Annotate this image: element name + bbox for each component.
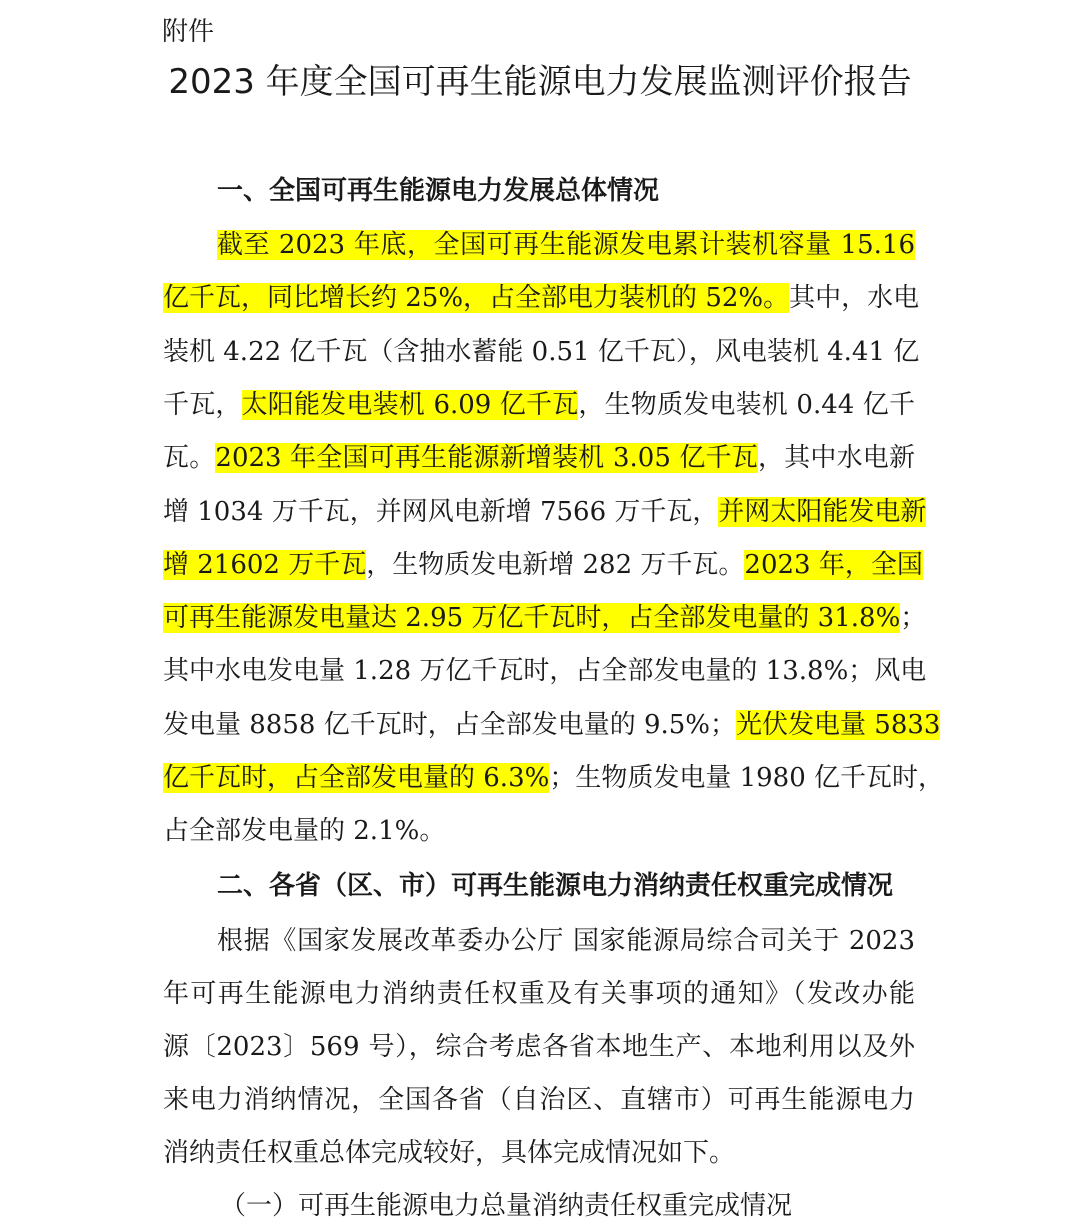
text-segment: ； bbox=[900, 603, 927, 633]
highlighted-text: 增 21602 万千瓦 bbox=[163, 550, 367, 580]
paragraph-line: 根据《国家发展改革委办公厅 国家能源局综合司关于 2023 bbox=[217, 926, 915, 956]
paragraph-line bbox=[163, 595, 927, 641]
highlighted-text: 并网太阳能发电新 bbox=[718, 497, 927, 527]
attachment-label: 附件 bbox=[162, 17, 215, 47]
paragraph-line bbox=[163, 542, 923, 588]
paragraph-line bbox=[163, 329, 920, 375]
document-title: 2023 年度全国可再生能源电力发展监测评价报告 bbox=[168, 62, 912, 102]
text-segment: 瓦。 bbox=[163, 443, 216, 473]
text-segment: 占全部发电量的 2.1%。 bbox=[163, 816, 446, 846]
section-2-heading: 二、各省（区、市）可再生能源电力消纳责任权重完成情况 bbox=[217, 871, 894, 901]
highlighted-text: 光伏发电量 5833 bbox=[736, 710, 941, 740]
highlighted-text: 亿千瓦，同比增长约 25%，占全部电力装机的 52%。 bbox=[163, 283, 790, 313]
paragraph-line bbox=[163, 275, 920, 321]
text-segment: 装机 4.22 亿千瓦（含抽水蓄能 0.51 亿千瓦），风电装机 4.41 亿 bbox=[163, 337, 920, 367]
paragraph-line bbox=[163, 435, 915, 481]
highlighted-text: 截至 2023 年底，全国可再生能源发电累计装机容量 15.16 bbox=[217, 230, 915, 260]
paragraph-line: 来电力消纳情况，全国各省（自治区、直辖市）可再生能源电力 bbox=[163, 1085, 915, 1115]
paragraph-line bbox=[163, 489, 927, 535]
highlighted-text: 2023 年全国可再生能源新增装机 3.05 亿千瓦 bbox=[215, 443, 758, 473]
paragraph-line: 消纳责任权重总体完成较好，具体完成情况如下。 bbox=[163, 1138, 736, 1168]
section-1-heading: 一、全国可再生能源电力发展总体情况 bbox=[217, 176, 660, 206]
paragraph-line bbox=[163, 382, 915, 428]
highlighted-text: 亿千瓦时，占全部发电量的 6.3% bbox=[163, 763, 550, 793]
text-segment: 其中水电发电量 1.28 万亿千瓦时，占全部发电量的 13.8%；风电 bbox=[163, 656, 927, 686]
paragraph-line: 年可再生能源电力消纳责任权重及有关事项的通知》（发改办能 bbox=[163, 979, 915, 1009]
text-segment: ，其中水电新 bbox=[757, 443, 915, 473]
paragraph-line bbox=[217, 222, 915, 268]
paragraph-line bbox=[163, 648, 927, 694]
subsection-1-heading: （一）可再生能源电力总量消纳责任权重完成情况 bbox=[220, 1191, 793, 1221]
text-segment: ，生物质发电新增 282 万千瓦。 bbox=[366, 550, 745, 580]
text-segment: 其中，水电 bbox=[789, 283, 920, 313]
paragraph-line bbox=[163, 702, 941, 748]
text-segment: 发电量 8858 亿千瓦时，占全部发电量的 9.5%； bbox=[163, 710, 737, 740]
text-segment: 千瓦， bbox=[163, 390, 242, 420]
highlighted-text: 太阳能发电装机 6.09 亿千瓦 bbox=[241, 390, 579, 420]
text-segment: ；生物质发电量 1980 亿千瓦时， bbox=[549, 763, 945, 793]
paragraph-line bbox=[163, 755, 945, 801]
paragraph-line bbox=[163, 808, 915, 854]
text-segment: ，生物质发电装机 0.44 亿千 bbox=[578, 390, 915, 420]
highlighted-text: 可再生能源发电量达 2.95 万亿千瓦时，占全部发电量的 31.8% bbox=[163, 603, 901, 633]
text-segment: 增 1034 万千瓦，并网风电新增 7566 万千瓦， bbox=[163, 497, 719, 527]
paragraph-line: 源〔2023〕569 号），综合考虑各省本地生产、本地利用以及外 bbox=[163, 1032, 915, 1062]
highlighted-text: 2023 年，全国 bbox=[744, 550, 923, 580]
